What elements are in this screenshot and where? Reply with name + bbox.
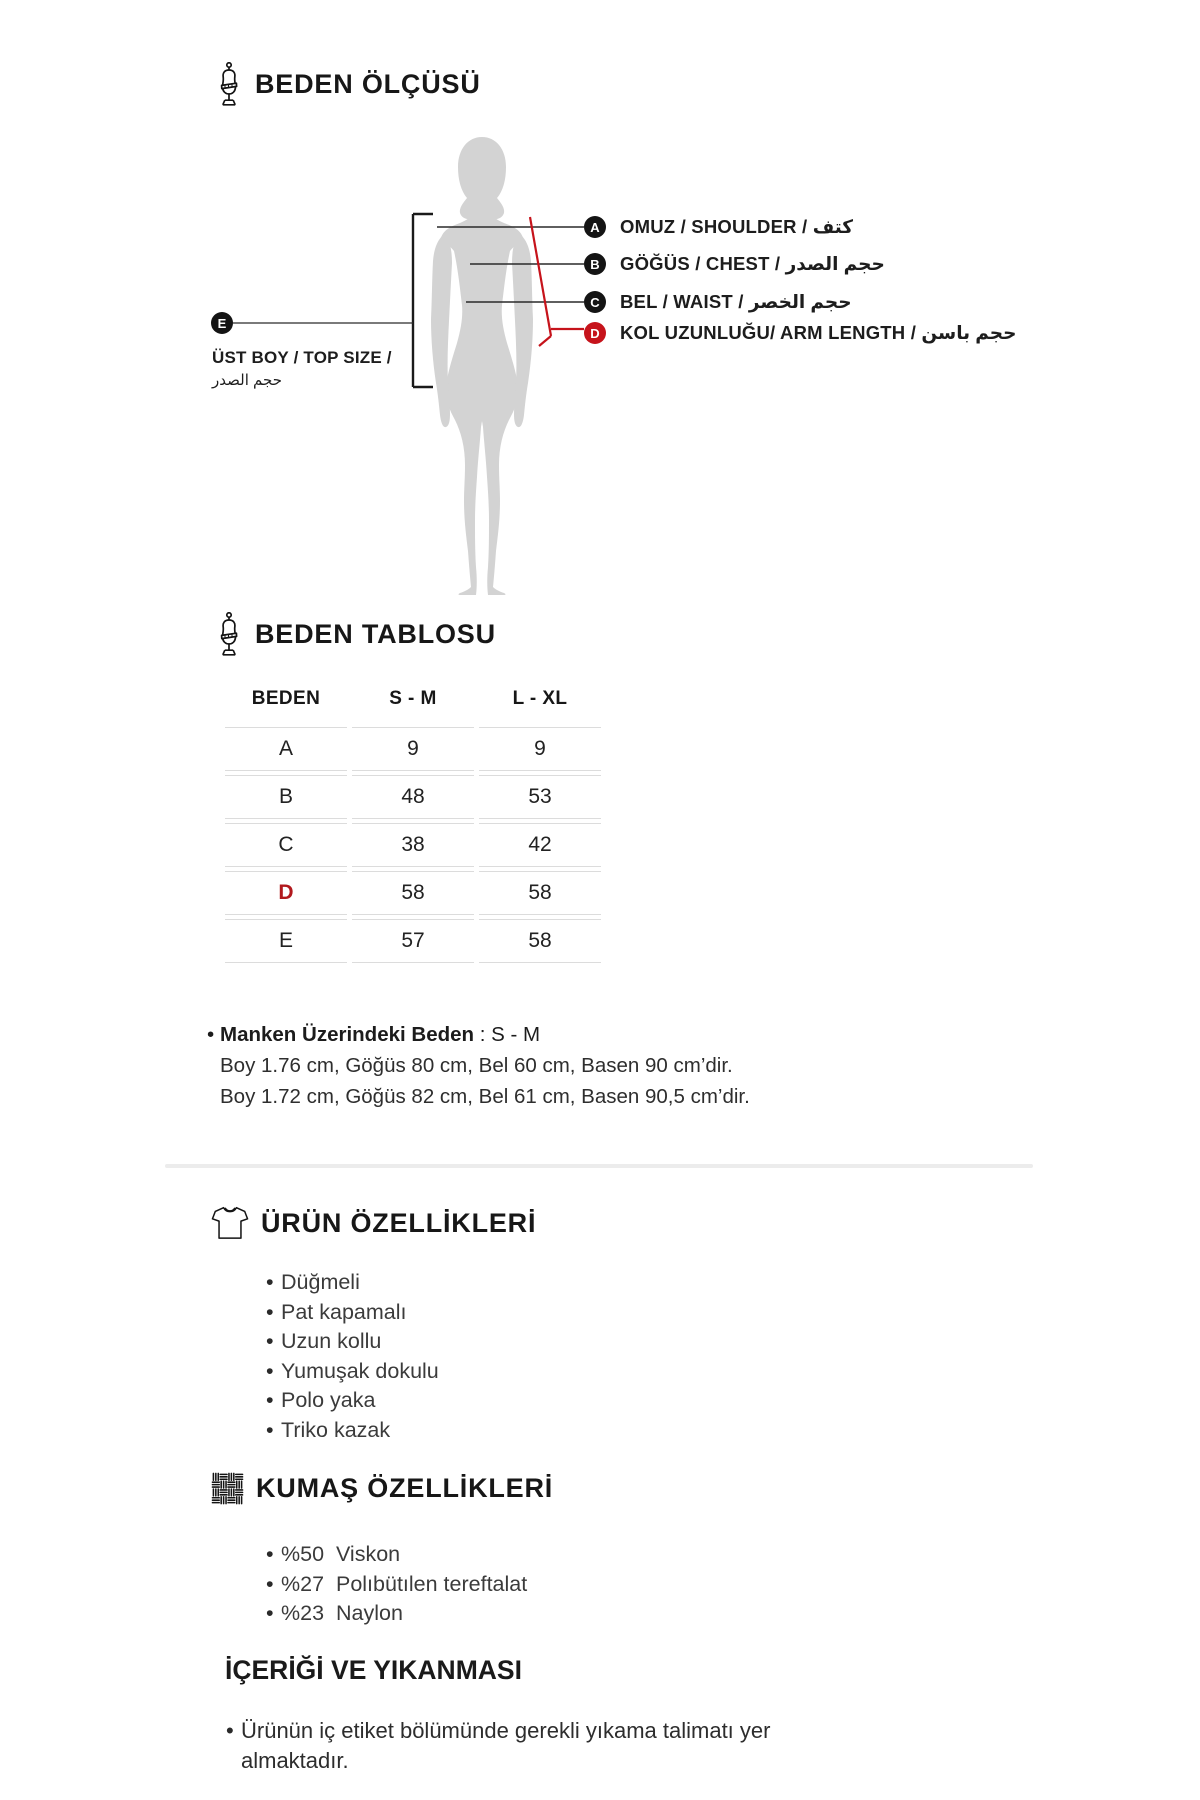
- list-item: • Pat kapamalı: [266, 1298, 439, 1328]
- model-measurements-line: Boy 1.72 cm, Göğüs 82 cm, Bel 61 cm, Basen 90,5 cm’dir.: [220, 1085, 750, 1108]
- fabric-weave-icon: [210, 1471, 245, 1506]
- column-header: L - XL: [512, 688, 568, 709]
- list-item: • Polo yaka: [266, 1386, 439, 1416]
- measurement-diagram: [0, 110, 1200, 610]
- table-cell: C: [225, 823, 347, 867]
- size-guide-title: BEDEN ÖLÇÜSÜ: [255, 68, 481, 99]
- table-cell: 48: [352, 775, 474, 819]
- table-cell: 53: [479, 775, 601, 819]
- bullet: •: [207, 1023, 215, 1046]
- measure-point-c: C: [584, 291, 606, 313]
- measure-point-a: A: [584, 216, 606, 238]
- size-table: [225, 688, 601, 963]
- mannequin-icon: [214, 612, 244, 656]
- list-item: • Triko kazak: [266, 1416, 439, 1446]
- table-cell: 9: [352, 727, 474, 771]
- table-cell-d: D: [225, 871, 347, 915]
- model-size-value: : S - M: [474, 1023, 541, 1046]
- list-item: • %50 Viskon: [266, 1540, 527, 1570]
- model-size-label: Manken Üzerindeki Beden: [220, 1023, 475, 1046]
- tshirt-icon: [210, 1206, 250, 1240]
- table-cell: 9: [479, 727, 601, 771]
- table-cell: 38: [352, 823, 474, 867]
- table-cell: A: [225, 727, 347, 771]
- section-divider: [165, 1164, 1033, 1168]
- model-size-line: [190, 1019, 910, 1050]
- care-title: İÇERİĞİ VE YIKANMASI: [225, 1655, 522, 1685]
- mannequin-icon: [214, 62, 244, 106]
- measure-label-chest: GÖĞÜS / CHEST / حجم الصدر: [620, 253, 885, 274]
- fabric-features-title: KUMAŞ ÖZELLİKLERİ: [256, 1473, 554, 1503]
- fabric-features-header: [210, 1471, 553, 1506]
- measurement-lines: [0, 110, 1200, 610]
- product-features-list: [266, 1268, 439, 1445]
- table-cell: 58: [479, 919, 601, 963]
- top-size-label-arabic: حجم الصدر: [212, 372, 282, 389]
- measure-point-b: B: [584, 253, 606, 275]
- top-size-label-latin: ÜST BOY / TOP SIZE /: [212, 348, 392, 367]
- measure-label-waist: BEL / WAIST / حجم الخصر: [620, 291, 852, 312]
- table-cell: 58: [352, 871, 474, 915]
- list-item: • %27 Polıbütılen tereftalat: [266, 1570, 527, 1600]
- measure-point-d: D: [584, 322, 606, 344]
- product-features-title: ÜRÜN ÖZELLİKLERİ: [261, 1207, 537, 1238]
- measure-label-shoulder: OMUZ / SHOULDER / كتف: [620, 216, 854, 237]
- fabric-features-list: [266, 1540, 527, 1629]
- measure-point-e: E: [211, 312, 233, 334]
- column-header: S - M: [389, 688, 437, 709]
- table-cell: E: [225, 919, 347, 963]
- list-item: • Yumuşak dokulu: [266, 1357, 439, 1387]
- table-cell: 58: [479, 871, 601, 915]
- size-table-columns: [225, 688, 601, 710]
- size-table-header: [214, 612, 496, 656]
- table-cell: B: [225, 775, 347, 819]
- list-item: • Ürünün iç etiket bölümünde gerekli yıkama talimatı yer almaktadır.: [226, 1716, 866, 1776]
- model-measurements-line: Boy 1.76 cm, Göğüs 80 cm, Bel 60 cm, Basen 90 cm’dir.: [220, 1054, 733, 1077]
- list-item: • %23 Naylon: [266, 1599, 527, 1629]
- product-features-header: [210, 1206, 536, 1240]
- list-item: • Düğmeli: [266, 1268, 439, 1298]
- care-list: [226, 1716, 866, 1776]
- table-cell: 57: [352, 919, 474, 963]
- size-guide-header: [214, 62, 481, 106]
- measure-label-arm-length: KOL UZUNLUĞU/ ARM LENGTH / حجم باسن: [620, 322, 1017, 343]
- measure-label-top-size: [212, 348, 392, 389]
- column-header: BEDEN: [251, 688, 321, 709]
- list-item: • Uzun kollu: [266, 1327, 439, 1357]
- table-cell: 42: [479, 823, 601, 867]
- size-table-title: BEDEN TABLOSU: [255, 618, 496, 649]
- model-size-info: [190, 1019, 910, 1112]
